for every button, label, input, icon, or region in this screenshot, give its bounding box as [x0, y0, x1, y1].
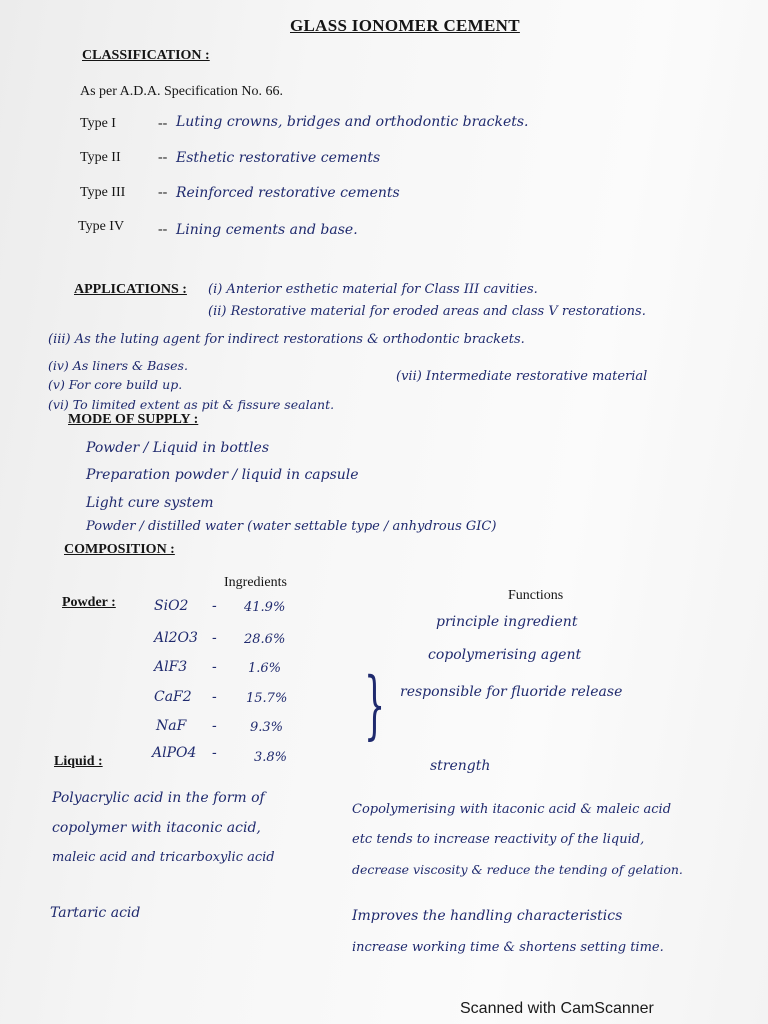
liquid-function-line: Improves the handling characteristics	[352, 908, 623, 924]
powder-formula: Al2O3	[154, 630, 198, 646]
powder-dash: -	[212, 659, 217, 675]
powder-label: Powder :	[62, 595, 116, 610]
application-item: (i) Anterior esthetic material for Class III cavities.	[208, 282, 538, 297]
classification-heading: CLASSIFICATION :	[82, 48, 210, 63]
liquid-function-line: etc tends to increase reactivity of the liquid,	[352, 832, 645, 847]
camscanner-watermark: Scanned with CamScanner	[460, 1000, 654, 1017]
powder-percent: 41.9%	[244, 600, 286, 615]
powder-formula: SiO2	[154, 598, 189, 614]
liquid-function-line: Copolymerising with itaconic acid & maleic acid	[352, 802, 672, 817]
application-item: (v) For core build up.	[48, 377, 183, 392]
application-item: (ii) Restorative material for eroded areas and class V restorations.	[208, 304, 646, 319]
liquid-ingredient-line: Tartaric acid	[50, 905, 141, 921]
powder-dash: -	[212, 598, 217, 614]
liquid-ingredient-line: maleic acid and tricarboxylic acid	[52, 850, 275, 865]
type-code: Type II	[80, 150, 121, 165]
type-code: Type IV	[78, 219, 125, 234]
composition-heading: COMPOSITION :	[64, 542, 175, 557]
powder-formula: AlPO4	[152, 745, 197, 761]
powder-formula: NaF	[156, 718, 187, 734]
liquid-ingredient-line: copolymer with itaconic acid,	[52, 820, 261, 836]
powder-dash: -	[212, 718, 217, 734]
liquid-ingredient-line: Polyacrylic acid in the form of	[52, 790, 265, 806]
powder-formula: AlF3	[154, 659, 188, 675]
application-item: (iii) As the luting agent for indirect restorations & orthodontic brackets.	[48, 332, 525, 347]
application-item: (iv) As liners & Bases.	[48, 358, 188, 373]
liquid-function-line: decrease viscosity & reduce the tending of gelation.	[352, 862, 683, 877]
ingredients-label: Ingredients	[224, 575, 287, 590]
type-code: Type I	[80, 116, 116, 131]
type-description: Esthetic restorative cements	[176, 150, 381, 166]
curly-brace-icon: }	[364, 662, 386, 748]
type-description: Lining cements and base.	[176, 222, 358, 238]
applications-heading: APPLICATIONS :	[74, 282, 187, 297]
function-item: strength	[430, 758, 491, 774]
supply-item: Light cure system	[86, 495, 214, 511]
powder-percent: 28.6%	[244, 632, 286, 647]
powder-percent: 1.6%	[248, 661, 282, 676]
supply-item: Powder / distilled water (water settable type / anhydrous GIC)	[86, 519, 497, 534]
powder-dash: -	[212, 630, 217, 646]
powder-formula: CaF2	[154, 689, 192, 705]
function-item: principle ingredient	[436, 614, 578, 630]
powder-dash: -	[212, 689, 217, 705]
type-description: Luting crowns, bridges and orthodontic brackets.	[176, 114, 529, 130]
powder-percent: 9.3%	[250, 720, 284, 735]
liquid-function-line: increase working time & shortens setting time.	[352, 940, 664, 955]
application-item: (vii) Intermediate restorative material	[396, 369, 648, 384]
powder-percent: 3.8%	[254, 750, 288, 765]
functions-label: Functions	[508, 588, 564, 603]
application-item: (vi) To limited extent as pit & fissure sealant.	[48, 397, 335, 412]
supply-heading: MODE OF SUPPLY :	[68, 412, 199, 427]
ada-specification: As per A.D.A. Specification No. 66.	[80, 84, 283, 99]
function-item: responsible for fluoride release	[400, 684, 623, 700]
type-description: Reinforced restorative cements	[176, 185, 400, 201]
type-dash: --	[158, 116, 168, 131]
liquid-label: Liquid :	[54, 754, 103, 769]
type-dash: --	[158, 222, 168, 237]
supply-item: Powder / Liquid in bottles	[86, 440, 269, 456]
type-dash: --	[158, 150, 168, 165]
function-item: copolymerising agent	[428, 647, 582, 663]
powder-dash: -	[212, 745, 217, 761]
page-title: GLASS IONOMER CEMENT	[290, 16, 520, 35]
type-code: Type III	[80, 185, 126, 200]
type-dash: --	[158, 185, 168, 200]
powder-percent: 15.7%	[246, 691, 288, 706]
supply-item: Preparation powder / liquid in capsule	[86, 467, 359, 483]
